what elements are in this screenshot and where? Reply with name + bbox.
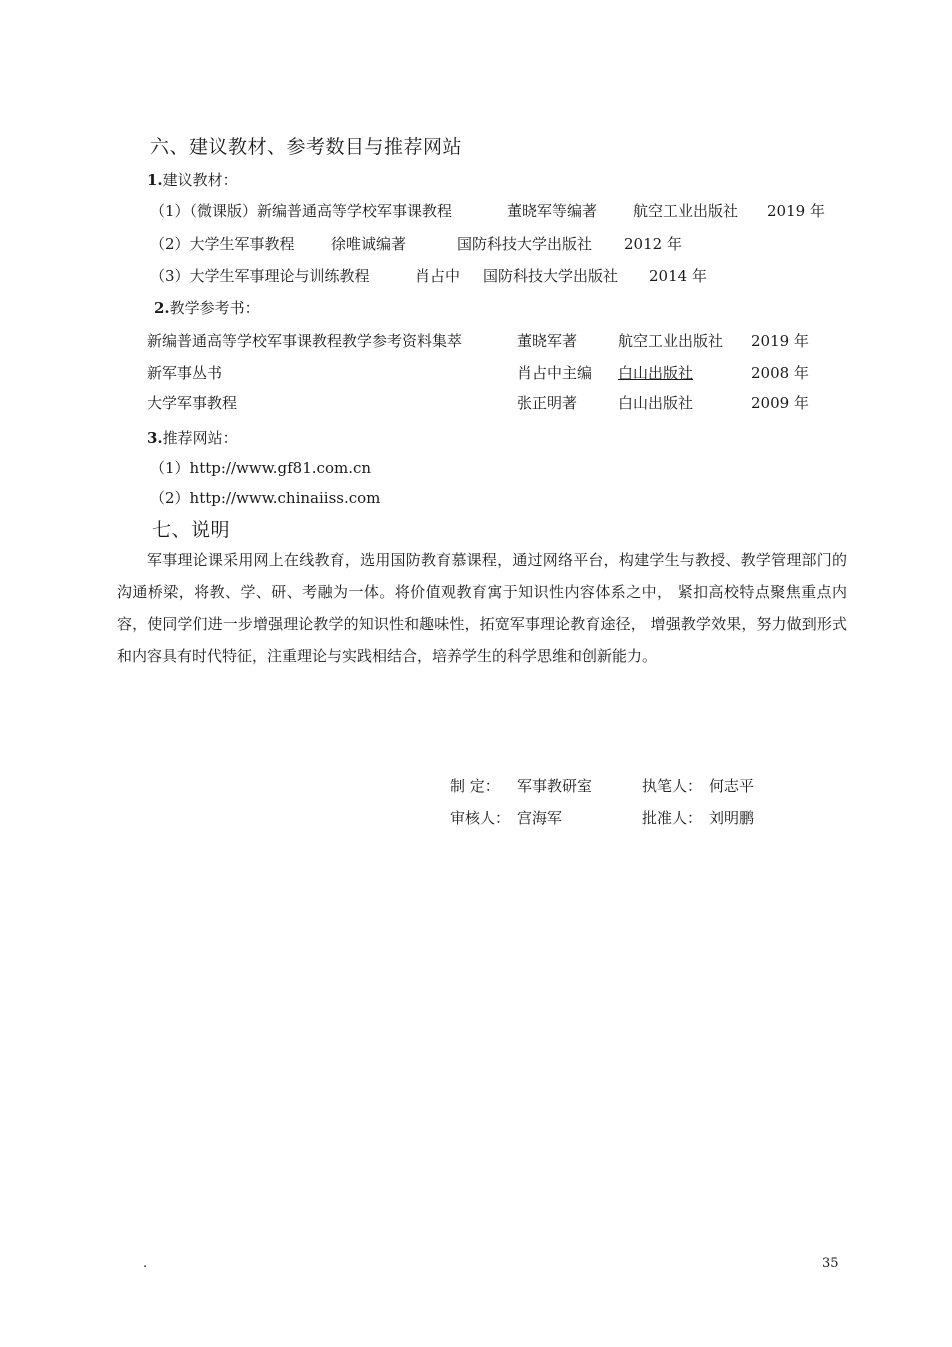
textbook-title: 大学生军事教程: [189, 235, 295, 253]
reviewer-value: 宫海军: [517, 809, 563, 827]
section-7-body: [117, 544, 847, 672]
textbook-1-author: 董晓军等编著: [507, 202, 598, 220]
reference-3-title: 大学军事教程: [147, 394, 238, 412]
textbook-3-year: 2014 年: [649, 267, 707, 285]
section-6-title: 六、建议教材、参考数目与推荐网站: [150, 136, 463, 158]
writer-value: 何志平: [709, 777, 755, 795]
textbook-2-publisher: 国防科技大学出版社: [457, 235, 593, 253]
approver-label: 批准人：: [642, 809, 703, 827]
reference-3-year: 2009 年: [751, 394, 809, 412]
website-2: [150, 487, 380, 508]
website-1: [150, 457, 371, 478]
textbook-1-publisher: 航空工业出版社: [633, 202, 739, 220]
reviewer-label: 审核人：: [450, 809, 511, 827]
footer-dot: .: [143, 1256, 148, 1271]
reference-2-publisher: 白山出版社: [618, 364, 694, 382]
website-idx: （1）: [150, 459, 190, 477]
textbook-title: 大学生军事理论与训练教程: [189, 267, 370, 285]
reference-1-year: 2019 年: [751, 332, 809, 350]
textbook-2: [150, 233, 295, 254]
page-number: 35: [822, 1256, 839, 1271]
textbooks-heading: [147, 169, 238, 190]
textbook-1: [150, 200, 452, 221]
website-idx: （2）: [150, 489, 190, 507]
textbook-3-author: 肖占中: [415, 267, 461, 285]
made-by-value: 军事教研室: [517, 777, 593, 795]
reference-1-publisher: 航空工业出版社: [618, 332, 724, 350]
textbook-1-year: 2019 年: [767, 202, 825, 220]
websites-num: 3.: [147, 429, 163, 447]
approver-value: 刘明鹏: [709, 809, 755, 827]
reference-2-title: 新军事丛书: [147, 364, 223, 382]
reference-3-publisher: 白山出版社: [618, 394, 694, 412]
reference-2-author: 肖占中主编: [517, 364, 593, 382]
textbook-title: （微课版）新编普通高等学校军事课教程: [189, 202, 453, 220]
textbook-2-author: 徐唯诚编著: [331, 235, 407, 253]
explanation-paragraph: 军事理论课采用网上在线教育，选用国防教育慕课程，通过网络平台，构建学生与教授、教学管理部门的沟通桥梁，将教、学、研、考融为一体。将价值观教育寓于知识性内容体系之中， 紧扣高校特点聚焦重点内容，使同学们进一步增强理论教学的知识性和趣味性，拓宽军事理论教育途径， 增强教学效果，努力做到形式和内容具有时代特征，注重理论与实践相结合，培养学生的科学思维和创新能力。: [117, 551, 847, 665]
writer-label: 执笔人：: [642, 777, 703, 795]
made-by-label: 制 定：: [450, 777, 500, 795]
website-link[interactable]: http://www.chinaiiss.com: [189, 489, 381, 507]
website-link[interactable]: http://www.gf81.com.cn: [189, 459, 372, 477]
section-7-title: 七、说明: [152, 519, 231, 541]
textbook-3: [150, 265, 370, 286]
reference-1-title: 新编普通高等学校军事课教程教学参考资料集萃: [147, 332, 463, 350]
reference-3-author: 张正明著: [517, 394, 578, 412]
textbooks-num: 1.: [147, 171, 163, 189]
references-num: 2.: [154, 299, 170, 317]
textbook-2-year: 2012 年: [624, 235, 682, 253]
reference-1-author: 董晓军著: [517, 332, 578, 350]
textbook-idx: （2）: [150, 235, 190, 253]
references-label: 教学参考书：: [169, 299, 260, 317]
websites-label: 推荐网站：: [162, 429, 238, 447]
reference-2-year: 2008 年: [751, 364, 809, 382]
references-heading: [154, 297, 260, 318]
textbook-3-publisher: 国防科技大学出版社: [483, 267, 619, 285]
textbooks-label: 建议教材：: [162, 171, 238, 189]
websites-heading: [147, 427, 238, 448]
textbook-idx: （1）: [150, 202, 190, 220]
textbook-idx: （3）: [150, 267, 190, 285]
